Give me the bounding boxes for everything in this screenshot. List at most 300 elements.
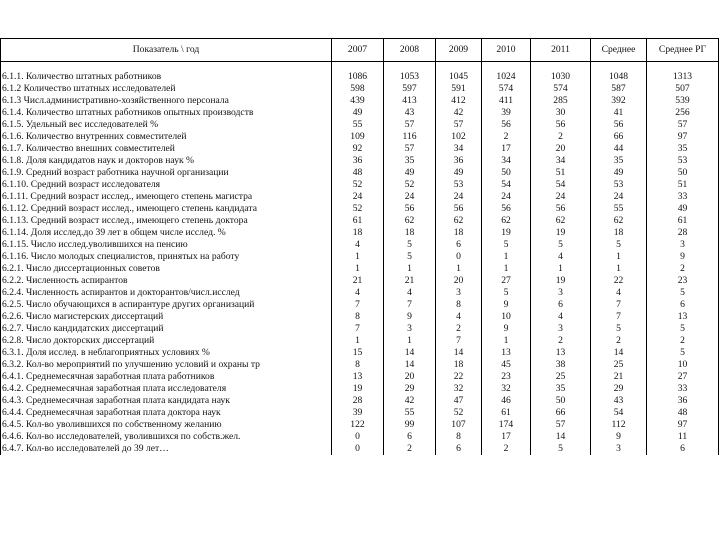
table-row <box>1 383 719 395</box>
cell-y2009: 8 <box>436 299 482 311</box>
header-average: Среднее <box>591 39 647 62</box>
cell-y2010: 56 <box>482 119 531 131</box>
cell-y2009: 57 <box>436 119 482 131</box>
cell-indicator: 6.1.1. Количество штатных работников <box>1 71 332 83</box>
cell-y2010: 5 <box>482 239 531 251</box>
cell-average-rg: 49 <box>647 203 719 215</box>
cell-y2011: 2 <box>531 131 591 143</box>
cell-y2011: 1030 <box>531 71 591 83</box>
table-row <box>1 179 719 191</box>
cell-y2009: 36 <box>436 155 482 167</box>
cell-indicator: 6.1.10. Средний возраст исследователя <box>1 179 332 191</box>
cell-y2011: 5 <box>531 443 591 455</box>
cell-y2009: 47 <box>436 395 482 407</box>
cell-y2010: 1 <box>482 251 531 263</box>
cell-y2009: 49 <box>436 167 482 179</box>
cell-y2011: 56 <box>531 119 591 131</box>
cell-average: 53 <box>591 179 647 191</box>
cell-y2007: 8 <box>332 311 384 323</box>
cell-average: 1 <box>591 263 647 275</box>
table-row <box>1 275 719 287</box>
cell-average: 4 <box>591 287 647 299</box>
cell-y2011: 25 <box>531 371 591 383</box>
cell-y2007: 13 <box>332 371 384 383</box>
table-row <box>1 239 719 251</box>
header-average-rg: Среднее РГ <box>647 39 719 62</box>
table-row <box>1 215 719 227</box>
cell-y2010: 19 <box>482 227 531 239</box>
cell-y2008: 57 <box>384 119 436 131</box>
cell-y2010: 9 <box>482 323 531 335</box>
header-row <box>1 39 719 62</box>
cell-indicator: 6.3.1. Доля исслед. в неблагоприятных условиях % <box>1 347 332 359</box>
cell-y2009: 18 <box>436 359 482 371</box>
cell-y2009: 53 <box>436 179 482 191</box>
cell-y2008: 29 <box>384 383 436 395</box>
table-row <box>1 371 719 383</box>
cell-y2010: 17 <box>482 431 531 443</box>
cell-average-rg: 28 <box>647 227 719 239</box>
cell-y2011: 57 <box>531 419 591 431</box>
cell-y2010: 2 <box>482 131 531 143</box>
cell-y2008: 55 <box>384 407 436 419</box>
cell-y2009: 2 <box>436 323 482 335</box>
cell-indicator: 6.2.5. Число обучающихся в аспирантуре других организаций <box>1 299 332 311</box>
cell-average: 1 <box>591 251 647 263</box>
cell-y2008: 3 <box>384 323 436 335</box>
cell-indicator: 6.1.11. Средний возраст исслед., имеющего степень магистра <box>1 191 332 203</box>
cell-y2008: 5 <box>384 251 436 263</box>
cell-y2011: 38 <box>531 359 591 371</box>
cell-y2008: 20 <box>384 371 436 383</box>
cell-y2009: 591 <box>436 83 482 95</box>
cell-y2007: 598 <box>332 83 384 95</box>
cell-average-rg: 11 <box>647 431 719 443</box>
cell-y2007: 15 <box>332 347 384 359</box>
cell-y2009: 3 <box>436 287 482 299</box>
indicator-table-container <box>0 38 720 455</box>
cell-average: 587 <box>591 83 647 95</box>
cell-indicator: 6.1.5. Удельный вес исследователей % <box>1 119 332 131</box>
cell-y2007: 28 <box>332 395 384 407</box>
cell-y2011: 35 <box>531 383 591 395</box>
cell-y2011: 4 <box>531 311 591 323</box>
cell-y2011: 574 <box>531 83 591 95</box>
cell-y2011: 19 <box>531 275 591 287</box>
cell-average-rg: 10 <box>647 359 719 371</box>
table-row <box>1 323 719 335</box>
cell-y2010: 10 <box>482 311 531 323</box>
cell-average: 49 <box>591 167 647 179</box>
cell-average-rg: 36 <box>647 395 719 407</box>
cell-y2011: 30 <box>531 107 591 119</box>
cell-average: 5 <box>591 323 647 335</box>
table-row <box>1 407 719 419</box>
table-row <box>1 263 719 275</box>
cell-y2011: 285 <box>531 95 591 107</box>
cell-y2010: 1 <box>482 263 531 275</box>
cell-y2008: 14 <box>384 347 436 359</box>
cell-average-rg: 507 <box>647 83 719 95</box>
cell-indicator: 6.1.15. Число исслед.уволившихся на пенсию <box>1 239 332 251</box>
cell-y2007: 18 <box>332 227 384 239</box>
cell-y2007: 1 <box>332 335 384 347</box>
cell-y2011: 62 <box>531 215 591 227</box>
cell-y2007: 1086 <box>332 71 384 83</box>
cell-y2008: 21 <box>384 275 436 287</box>
cell-average: 3 <box>591 443 647 455</box>
cell-y2007: 24 <box>332 191 384 203</box>
cell-average-rg: 57 <box>647 119 719 131</box>
cell-y2009: 42 <box>436 107 482 119</box>
cell-y2007: 48 <box>332 167 384 179</box>
cell-y2008: 52 <box>384 179 436 191</box>
cell-y2008: 18 <box>384 227 436 239</box>
cell-y2008: 116 <box>384 131 436 143</box>
cell-average: 44 <box>591 143 647 155</box>
table-row <box>1 143 719 155</box>
cell-average: 22 <box>591 275 647 287</box>
table-row <box>1 443 719 455</box>
cell-average-rg: 9 <box>647 251 719 263</box>
cell-average: 1048 <box>591 71 647 83</box>
cell-y2007: 52 <box>332 179 384 191</box>
table-row <box>1 155 719 167</box>
cell-y2011: 6 <box>531 299 591 311</box>
cell-y2008: 7 <box>384 299 436 311</box>
cell-y2010: 1024 <box>482 71 531 83</box>
cell-average: 18 <box>591 227 647 239</box>
cell-y2011: 66 <box>531 407 591 419</box>
cell-y2007: 19 <box>332 383 384 395</box>
cell-y2010: 13 <box>482 347 531 359</box>
cell-average: 35 <box>591 155 647 167</box>
table-row <box>1 359 719 371</box>
table-row <box>1 419 719 431</box>
cell-y2010: 34 <box>482 155 531 167</box>
cell-y2009: 14 <box>436 347 482 359</box>
cell-y2007: 7 <box>332 299 384 311</box>
cell-y2009: 32 <box>436 383 482 395</box>
cell-average-rg: 13 <box>647 311 719 323</box>
cell-indicator: 6.1.6. Количество внутренних совместителей <box>1 131 332 143</box>
cell-y2009: 62 <box>436 215 482 227</box>
cell-y2009: 8 <box>436 431 482 443</box>
cell-indicator: 6.2.4. Численность аспирантов и докторантов/числ.исслед <box>1 287 332 299</box>
header-2008: 2008 <box>384 39 436 62</box>
cell-average: 43 <box>591 395 647 407</box>
cell-average: 14 <box>591 347 647 359</box>
cell-indicator: 6.4.5. Кол-во уволившихся по собственному желанию <box>1 419 332 431</box>
cell-y2007: 0 <box>332 431 384 443</box>
cell-average: 55 <box>591 203 647 215</box>
cell-y2011: 20 <box>531 143 591 155</box>
header-2009: 2009 <box>436 39 482 62</box>
cell-average: 2 <box>591 335 647 347</box>
cell-average: 21 <box>591 371 647 383</box>
cell-indicator: 6.2.7. Число кандидатских диссертаций <box>1 323 332 335</box>
cell-y2010: 24 <box>482 191 531 203</box>
cell-average: 54 <box>591 407 647 419</box>
table-row <box>1 71 719 83</box>
cell-y2008: 35 <box>384 155 436 167</box>
cell-y2008: 6 <box>384 431 436 443</box>
cell-y2010: 39 <box>482 107 531 119</box>
cell-average-rg: 5 <box>647 347 719 359</box>
cell-y2009: 34 <box>436 143 482 155</box>
cell-y2007: 439 <box>332 95 384 107</box>
cell-y2010: 62 <box>482 215 531 227</box>
cell-indicator: 6.2.1. Число диссертационных советов <box>1 263 332 275</box>
cell-y2008: 1 <box>384 335 436 347</box>
cell-y2011: 5 <box>531 239 591 251</box>
cell-y2009: 0 <box>436 251 482 263</box>
table-row <box>1 287 719 299</box>
cell-average: 56 <box>591 119 647 131</box>
cell-y2009: 18 <box>436 227 482 239</box>
cell-average-rg: 51 <box>647 179 719 191</box>
cell-average: 62 <box>591 215 647 227</box>
spacer-row <box>1 62 719 72</box>
cell-y2010: 411 <box>482 95 531 107</box>
cell-y2011: 3 <box>531 323 591 335</box>
cell-y2010: 46 <box>482 395 531 407</box>
cell-y2010: 174 <box>482 419 531 431</box>
cell-y2007: 122 <box>332 419 384 431</box>
cell-y2009: 6 <box>436 443 482 455</box>
cell-indicator: 6.1.12. Средний возраст исслед., имеющего степень кандидата <box>1 203 332 215</box>
cell-y2008: 413 <box>384 95 436 107</box>
cell-average: 5 <box>591 239 647 251</box>
table-row <box>1 431 719 443</box>
cell-y2009: 102 <box>436 131 482 143</box>
cell-average-rg: 539 <box>647 95 719 107</box>
cell-y2010: 574 <box>482 83 531 95</box>
cell-y2008: 597 <box>384 83 436 95</box>
cell-average: 25 <box>591 359 647 371</box>
cell-y2009: 7 <box>436 335 482 347</box>
cell-average: 41 <box>591 107 647 119</box>
table-row <box>1 191 719 203</box>
cell-y2008: 2 <box>384 443 436 455</box>
cell-y2011: 34 <box>531 155 591 167</box>
cell-y2011: 54 <box>531 179 591 191</box>
cell-y2010: 61 <box>482 407 531 419</box>
cell-y2009: 6 <box>436 239 482 251</box>
cell-average-rg: 33 <box>647 191 719 203</box>
cell-y2011: 51 <box>531 167 591 179</box>
cell-y2007: 4 <box>332 287 384 299</box>
table-row <box>1 131 719 143</box>
header-2010: 2010 <box>482 39 531 62</box>
cell-y2008: 42 <box>384 395 436 407</box>
cell-average-rg: 5 <box>647 323 719 335</box>
cell-average-rg: 97 <box>647 419 719 431</box>
cell-average-rg: 1313 <box>647 71 719 83</box>
cell-y2011: 56 <box>531 203 591 215</box>
cell-y2009: 24 <box>436 191 482 203</box>
cell-y2010: 1 <box>482 335 531 347</box>
cell-indicator: 6.1.14. Доля исслед.до 39 лет в общем числе исслед. % <box>1 227 332 239</box>
table-body <box>1 62 719 456</box>
cell-y2008: 1 <box>384 263 436 275</box>
cell-indicator: 6.2.8. Число докторских диссертаций <box>1 335 332 347</box>
cell-y2010: 2 <box>482 443 531 455</box>
cell-y2008: 99 <box>384 419 436 431</box>
cell-average-rg: 23 <box>647 275 719 287</box>
cell-y2011: 14 <box>531 431 591 443</box>
table-row <box>1 83 719 95</box>
cell-y2011: 1 <box>531 263 591 275</box>
table-row <box>1 95 719 107</box>
cell-y2011: 4 <box>531 251 591 263</box>
cell-y2009: 1 <box>436 263 482 275</box>
cell-y2010: 17 <box>482 143 531 155</box>
cell-average-rg: 27 <box>647 371 719 383</box>
cell-indicator: 6.4.1. Среднемесячная заработная плата работников <box>1 371 332 383</box>
cell-indicator: 6.4.3. Среднемесячная заработная плата кандидата наук <box>1 395 332 407</box>
cell-y2008: 49 <box>384 167 436 179</box>
cell-indicator: 6.4.7. Кол-во исследователей до 39 лет… <box>1 443 332 455</box>
cell-y2007: 0 <box>332 443 384 455</box>
cell-y2008: 56 <box>384 203 436 215</box>
cell-indicator: 6.1.8. Доля кандидатов наук и докторов наук % <box>1 155 332 167</box>
cell-average-rg: 35 <box>647 143 719 155</box>
table-row <box>1 395 719 407</box>
cell-y2007: 1 <box>332 263 384 275</box>
cell-y2007: 92 <box>332 143 384 155</box>
cell-y2011: 19 <box>531 227 591 239</box>
cell-y2007: 36 <box>332 155 384 167</box>
cell-y2008: 62 <box>384 215 436 227</box>
cell-average: 7 <box>591 299 647 311</box>
cell-average-rg: 53 <box>647 155 719 167</box>
cell-average-rg: 33 <box>647 383 719 395</box>
cell-y2009: 107 <box>436 419 482 431</box>
table-row <box>1 311 719 323</box>
cell-y2008: 14 <box>384 359 436 371</box>
cell-y2011: 3 <box>531 287 591 299</box>
cell-y2009: 20 <box>436 275 482 287</box>
cell-y2010: 9 <box>482 299 531 311</box>
cell-y2007: 55 <box>332 119 384 131</box>
cell-y2008: 1053 <box>384 71 436 83</box>
cell-average-rg: 61 <box>647 215 719 227</box>
cell-y2009: 4 <box>436 311 482 323</box>
cell-average: 66 <box>591 131 647 143</box>
cell-y2008: 9 <box>384 311 436 323</box>
cell-average: 392 <box>591 95 647 107</box>
header-2007: 2007 <box>332 39 384 62</box>
cell-y2007: 61 <box>332 215 384 227</box>
cell-y2009: 56 <box>436 203 482 215</box>
cell-y2008: 4 <box>384 287 436 299</box>
cell-y2009: 412 <box>436 95 482 107</box>
cell-y2011: 13 <box>531 347 591 359</box>
cell-y2010: 27 <box>482 275 531 287</box>
cell-y2008: 5 <box>384 239 436 251</box>
cell-y2009: 52 <box>436 407 482 419</box>
cell-y2009: 1045 <box>436 71 482 83</box>
table-row <box>1 347 719 359</box>
cell-y2007: 52 <box>332 203 384 215</box>
cell-y2010: 23 <box>482 371 531 383</box>
cell-y2010: 54 <box>482 179 531 191</box>
cell-indicator: 6.4.4. Среднемесячная заработная плата доктора наук <box>1 407 332 419</box>
cell-y2007: 39 <box>332 407 384 419</box>
cell-average-rg: 2 <box>647 263 719 275</box>
cell-average: 24 <box>591 191 647 203</box>
cell-average: 112 <box>591 419 647 431</box>
cell-y2010: 45 <box>482 359 531 371</box>
cell-y2009: 22 <box>436 371 482 383</box>
header-indicator: Показатель \ год <box>1 39 332 62</box>
cell-y2011: 2 <box>531 335 591 347</box>
cell-average-rg: 2 <box>647 335 719 347</box>
cell-y2007: 109 <box>332 131 384 143</box>
cell-y2010: 56 <box>482 203 531 215</box>
cell-indicator: 6.1.9. Средний возраст работника научной организации <box>1 167 332 179</box>
cell-y2011: 24 <box>531 191 591 203</box>
cell-indicator: 6.1.4. Количество штатных работников опытных производств <box>1 107 332 119</box>
table-row <box>1 119 719 131</box>
cell-average-rg: 5 <box>647 287 719 299</box>
cell-y2007: 8 <box>332 359 384 371</box>
cell-y2008: 24 <box>384 191 436 203</box>
cell-y2007: 1 <box>332 251 384 263</box>
cell-average-rg: 256 <box>647 107 719 119</box>
table-row <box>1 299 719 311</box>
cell-y2007: 21 <box>332 275 384 287</box>
table-row <box>1 203 719 215</box>
cell-y2007: 7 <box>332 323 384 335</box>
cell-average-rg: 97 <box>647 131 719 143</box>
table-row <box>1 107 719 119</box>
cell-indicator: 6.2.2. Численность аспирантов <box>1 275 332 287</box>
cell-indicator: 6.1.7. Количество внешних совместителей <box>1 143 332 155</box>
cell-average-rg: 6 <box>647 443 719 455</box>
indicator-table <box>0 38 719 455</box>
cell-indicator: 6.4.6. Кол-во исследователей, уволившихся по собств.жел. <box>1 431 332 443</box>
cell-y2010: 50 <box>482 167 531 179</box>
header-2011: 2011 <box>531 39 591 62</box>
cell-indicator: 6.1.3 Числ.административно-хозяйственного персонала <box>1 95 332 107</box>
cell-y2008: 57 <box>384 143 436 155</box>
table-row <box>1 251 719 263</box>
cell-indicator: 6.1.16. Число молодых специалистов, принятых на работу <box>1 251 332 263</box>
cell-average-rg: 3 <box>647 239 719 251</box>
cell-y2008: 43 <box>384 107 436 119</box>
cell-average: 7 <box>591 311 647 323</box>
cell-indicator: 6.1.2 Количество штатных исследователей <box>1 83 332 95</box>
cell-indicator: 6.1.13. Средний возраст исслед., имеющего степень доктора <box>1 215 332 227</box>
table-row <box>1 227 719 239</box>
cell-average-rg: 50 <box>647 167 719 179</box>
table-row <box>1 335 719 347</box>
cell-y2011: 50 <box>531 395 591 407</box>
cell-average: 9 <box>591 431 647 443</box>
cell-y2010: 32 <box>482 383 531 395</box>
cell-average-rg: 48 <box>647 407 719 419</box>
cell-indicator: 6.3.2. Кол-во мероприятий по улучшению условий и охраны тр <box>1 359 332 371</box>
table-row <box>1 167 719 179</box>
cell-average-rg: 6 <box>647 299 719 311</box>
cell-indicator: 6.4.2. Среднемесячная заработная плата исследователя <box>1 383 332 395</box>
cell-y2010: 5 <box>482 287 531 299</box>
cell-y2007: 4 <box>332 239 384 251</box>
cell-average: 29 <box>591 383 647 395</box>
cell-y2007: 49 <box>332 107 384 119</box>
